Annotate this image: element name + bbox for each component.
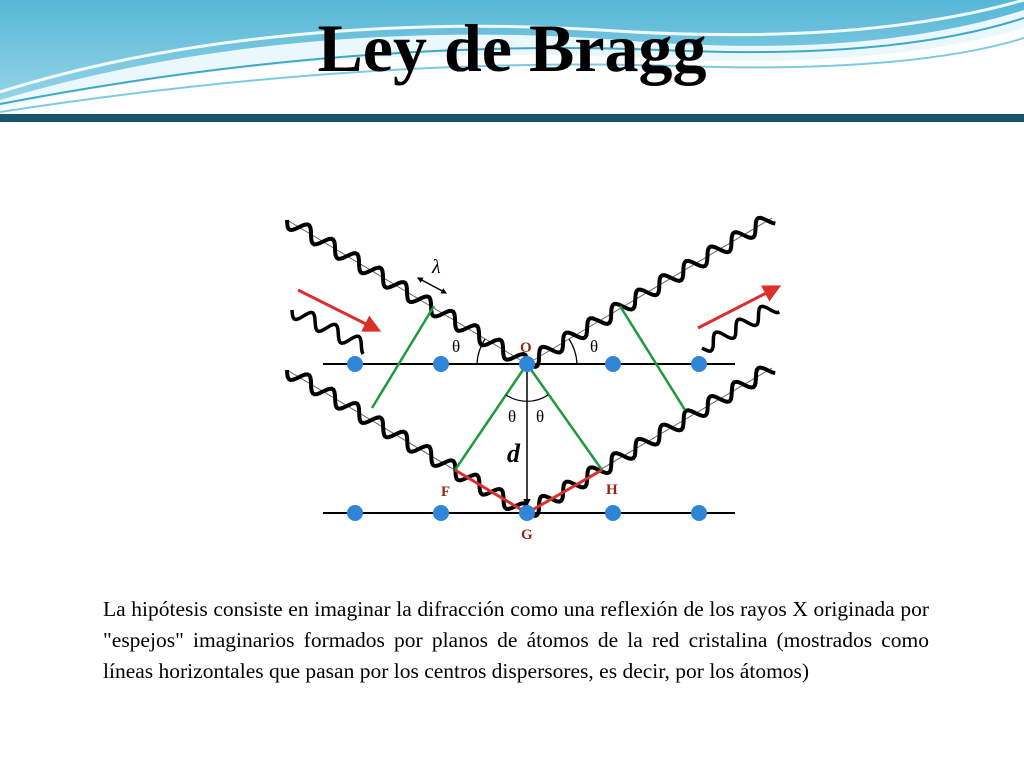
label-theta-center-left: θ (508, 407, 517, 426)
red-segment-f-g (455, 470, 527, 513)
label-spacing-d: d (507, 439, 520, 468)
label-theta-right: θ (590, 337, 599, 356)
wave-reflected-bottom (527, 368, 775, 516)
slide-caption: La hipótesis consiste en imaginar la difracción como una reflexión de los rayos X originada por "espejos" imaginarios formados por planos de átomos de la red cristalina (mostrados como líneas horizontales que pasan por los centros dispersores, es decir, por los átomos) (103, 597, 929, 683)
label-lambda: λ (432, 256, 441, 278)
label-point-g: G (521, 527, 533, 543)
bragg-diagram (270, 200, 790, 550)
atom (433, 505, 449, 521)
atom (433, 356, 449, 372)
wave-incident-top (287, 220, 527, 364)
arrow-incident-red (298, 290, 378, 330)
atom (347, 356, 363, 372)
lambda-arrow (418, 278, 446, 293)
atom (691, 505, 707, 521)
atom (605, 505, 621, 521)
atom (347, 505, 363, 521)
atom (605, 356, 621, 372)
slide-title: Ley de Bragg (317, 10, 707, 86)
green-wavefront-right (620, 306, 685, 410)
angle-arc-right (569, 339, 577, 364)
wave-small-right (702, 306, 779, 351)
label-theta-center-right: θ (536, 407, 545, 426)
label-point-o: O (520, 340, 532, 356)
label-point-f: F (441, 484, 451, 500)
label-point-h: H (606, 482, 618, 498)
atom-o (519, 356, 535, 372)
atom (691, 356, 707, 372)
red-segment-g-h (527, 470, 602, 513)
wave-reflected-top (527, 218, 775, 367)
atom-g (519, 505, 535, 521)
green-wavefront-left (372, 306, 434, 408)
label-theta-left: θ (452, 337, 461, 356)
